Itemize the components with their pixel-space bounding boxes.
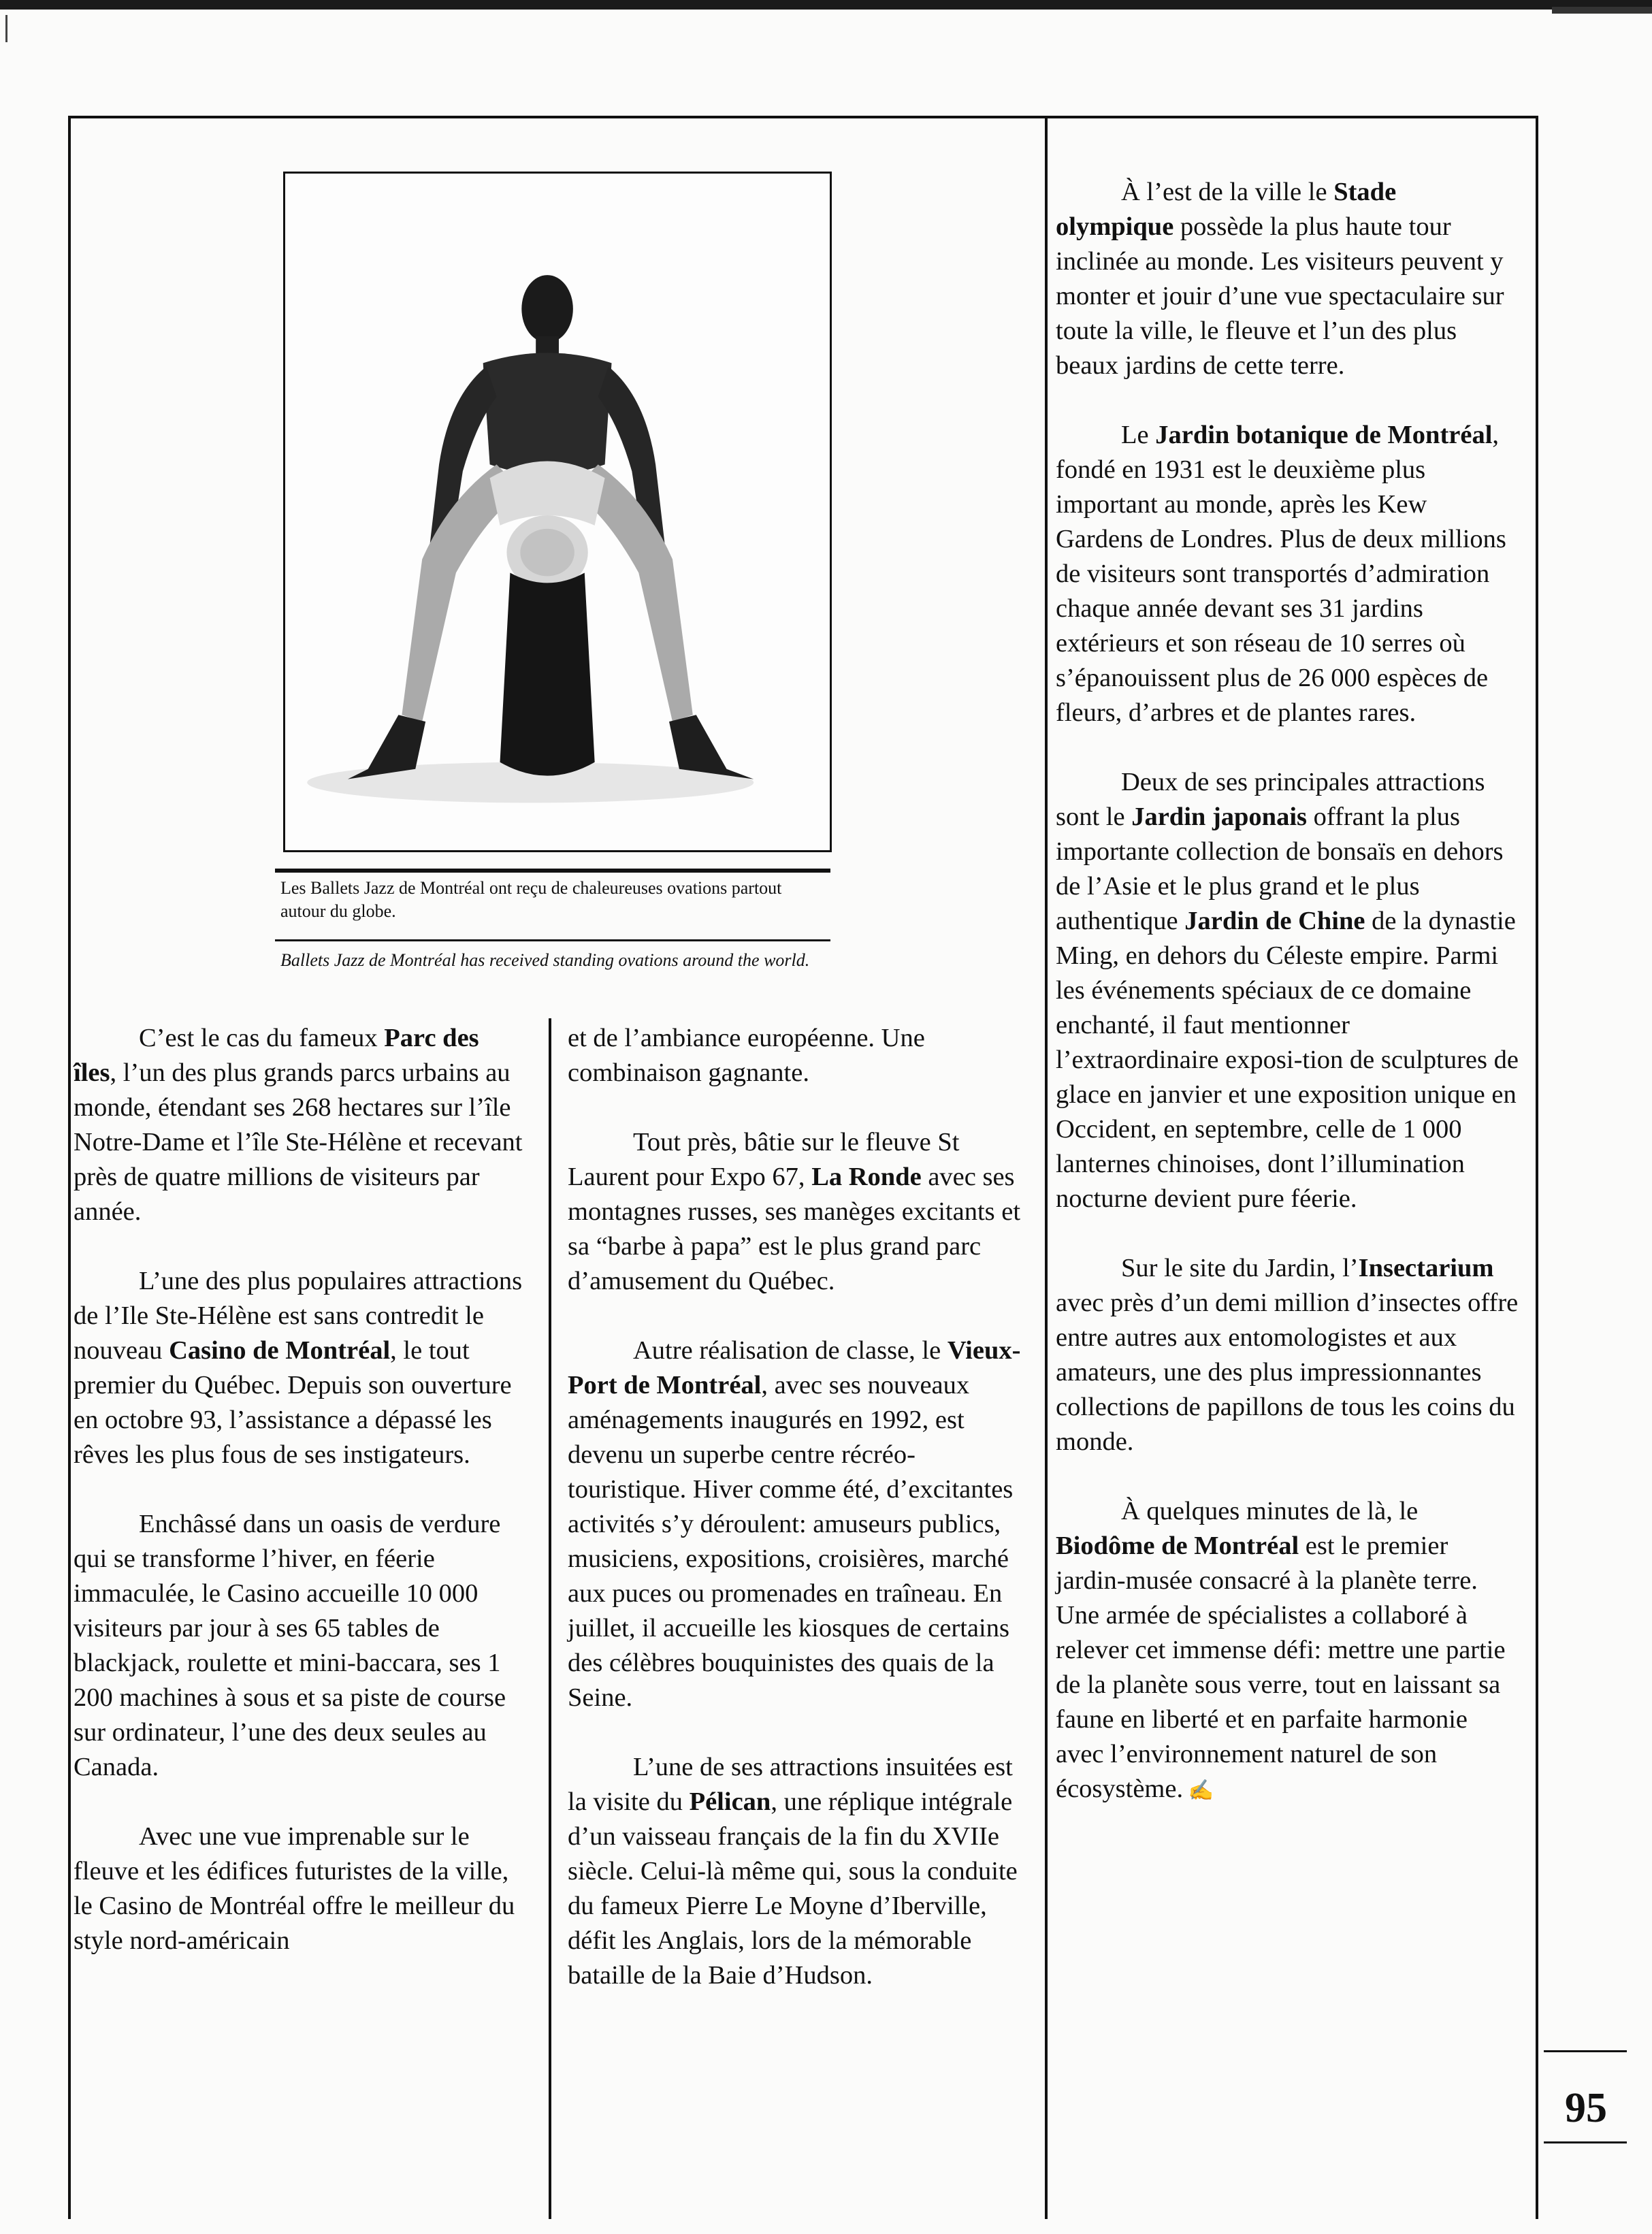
dancers-photo <box>283 172 832 852</box>
column-divider-2 <box>1045 116 1048 2219</box>
text-run: possède la plus haute tour inclinée au monde. Les visiteurs peuvent y monter et jouir d’une vue spectaculaire sur toute la ville, le fleuve et l’un des plus beaux jardins de cette terre. <box>1056 212 1504 380</box>
scan-tick <box>5 15 7 42</box>
text-run: À quelques minutes de là, le <box>1121 1497 1419 1525</box>
photo-caption-french: Les Ballets Jazz de Montréal ont reçu de chaleureuses ovations partout autour du globe. <box>280 878 782 921</box>
place-name: Casino de Montréal <box>169 1336 391 1365</box>
place-name: Vieux-Port de Montréal <box>568 1336 1021 1399</box>
text-run: Sur le site du Jardin, l’ <box>1121 1254 1359 1282</box>
paragraph-continued: et de l’ambiance européenne. Une combinaison gagnante. <box>568 1024 925 1087</box>
paragraph-insectarium <box>1056 1251 1519 1459</box>
paragraph-jardin-botanique <box>1056 418 1519 730</box>
paragraph-parc-des-iles <box>74 1021 523 1229</box>
text-column-2 <box>568 1021 1028 2028</box>
page-number-rule-top <box>1544 2050 1627 2052</box>
paragraph-casino <box>74 1264 523 1472</box>
place-name: Jardin de Chine <box>1184 907 1365 935</box>
text-column-3 <box>1056 175 1519 1843</box>
paragraph-pelican <box>568 1750 1028 1993</box>
dancers-illustration <box>285 174 830 850</box>
paragraph-casino-view: Avec une vue imprenable sur le fleuve et les édifices futuristes de la ville, le Casino de Montréal offre le meilleur du style nord-américain <box>74 1822 515 1955</box>
paragraph-stade-olympique <box>1056 175 1519 383</box>
text-run: avec ses montagnes russes, ses manèges excitants et sa “barbe à papa” est le plus grand parc d’amusement du Québec. <box>568 1163 1021 1295</box>
text-column-1 <box>74 1021 523 1993</box>
page-number-rule-bottom <box>1544 2141 1627 2143</box>
paragraph-biodome <box>1056 1494 1519 1808</box>
scan-edge <box>0 0 1652 10</box>
text-run: est le premier jardin-musée consacré à la planète terre. Une armée de spécialistes a collaboré à relever cet immense défi: mettre une partie de la planète sous verre, tout en laissant sa faune en liberté et en parfaite harmonie avec l’environnement naturel de son écosystème. <box>1056 1532 1506 1803</box>
text-run: Deux de ses principales attractions sont le <box>1056 768 1485 831</box>
page-number: 95 <box>1565 2085 1607 2131</box>
place-name: Jardin japonais <box>1131 803 1308 831</box>
text-run: , l’un des plus grands parcs urbains au monde, étendant ses 268 hectares sur l’île Notre-Dame et l’île Ste-Hélène et recevant près de quatre millions de visiteurs par année. <box>74 1058 523 1226</box>
text-run: C’est le cas du fameux <box>139 1024 385 1052</box>
place-name: Parc des îles <box>74 1024 479 1087</box>
paragraph-vieux-port <box>568 1333 1028 1715</box>
place-name: Biodôme de Montréal <box>1056 1532 1299 1560</box>
caption-rule-middle <box>275 939 830 941</box>
place-name: Stade olympique <box>1056 178 1397 241</box>
place-name: Jardin botanique de Montréal <box>1155 421 1493 449</box>
text-run: offrant la plus importante collection de bonsaïs en dehors de l’Asie et le plus grand et le plus authentique <box>1056 803 1504 935</box>
end-of-article-icon: ✍ <box>1183 1779 1214 1802</box>
place-name: La Ronde <box>811 1163 922 1191</box>
text-run: , une réplique intégrale d’un vaisseau français de la fin du XVIIe siècle. Celui-là même qui, sous la conduite du fameux Pierre Le Moyne d’Iberville, défit les Anglais, lors de la mémorable bataille de la Baie d’Hudson. <box>568 1787 1018 1990</box>
text-run: L’une des plus populaires attractions de l’Ile Ste-Hélène est sans contredit le nouveau <box>74 1267 523 1365</box>
text-run: Le <box>1121 421 1156 449</box>
text-run: Tout près, bâtie sur le fleuve St Laurent pour Expo 67, <box>568 1128 960 1191</box>
text-run: L’une de ses attractions insuitées est la visite du <box>568 1753 1013 1816</box>
paragraph-casino-details: Enchâssé dans un oasis de verdure qui se transforme l’hiver, en féerie immaculée, le Casino accueille 10 000 visiteurs par jour à ses 65 tables de blackjack, roulette et mini-baccara, ses 1 200 machines à sous et sa piste de course sur ordinateur, l’une des deux seules au Canada. <box>74 1510 506 1781</box>
caption-rule-top <box>275 869 830 873</box>
paragraph-la-ronde <box>568 1125 1028 1299</box>
text-run: Autre réalisation de classe, le <box>633 1336 948 1365</box>
photo-caption-english: Ballets Jazz de Montréal has received standing ovations around the world. <box>280 950 810 970</box>
place-name: Pélican <box>689 1787 771 1816</box>
text-run: avec près d’un demi million d’insectes offre entre autres aux entomologistes et aux amateurs, une des plus impressionnantes collections de papillons de tous les coins du monde. <box>1056 1289 1519 1456</box>
scan-edge-dark <box>1552 7 1652 14</box>
text-run: , fondé en 1931 est le deuxième plus important au monde, après les Kew Gardens de Londres. Plus de deux millions de visiteurs sont transportés d’admiration chaque année devant ses 31 jardins extérieurs et son réseau de 10 serres où s’épanouissent plus de 26 000 espèces de fleurs, d’arbres et de plantes rares. <box>1056 421 1506 727</box>
text-run: À l’est de la ville le <box>1121 178 1334 206</box>
paragraph-jardins-japonais-chine <box>1056 765 1519 1216</box>
column-divider-1 <box>549 1018 551 2219</box>
text-run: de la dynastie Ming, en dehors du Céleste empire. Parmi les événements spéciaux de ce domaine enchanté, il faut mentionner l’extraordinaire exposi-tion de sculptures de glace en janvier et une exposition unique en Occident, en septembre, celle de 1 000 lanternes chinoises, dont l’illumination nocturne devient pure féerie. <box>1056 907 1519 1213</box>
text-run: , le tout premier du Québec. Depuis son ouverture en octobre 93, l’assistance a dépassé les rêves les plus fous de ses instigateurs. <box>74 1336 512 1469</box>
place-name: Insectarium <box>1358 1254 1494 1282</box>
text-run: , avec ses nouveaux aménagements inaugurés en 1992, est devenu un superbe centre récréo-touristique. Hiver comme été, d’excitantes activités s’y déroulent: amuseurs publics, musiciens, expositions, croisières, marché aux puces ou promenades en traîneau. En juillet, il accueille les kiosques de certains des célèbres bouquinistes des quais de la Seine. <box>568 1371 1014 1712</box>
